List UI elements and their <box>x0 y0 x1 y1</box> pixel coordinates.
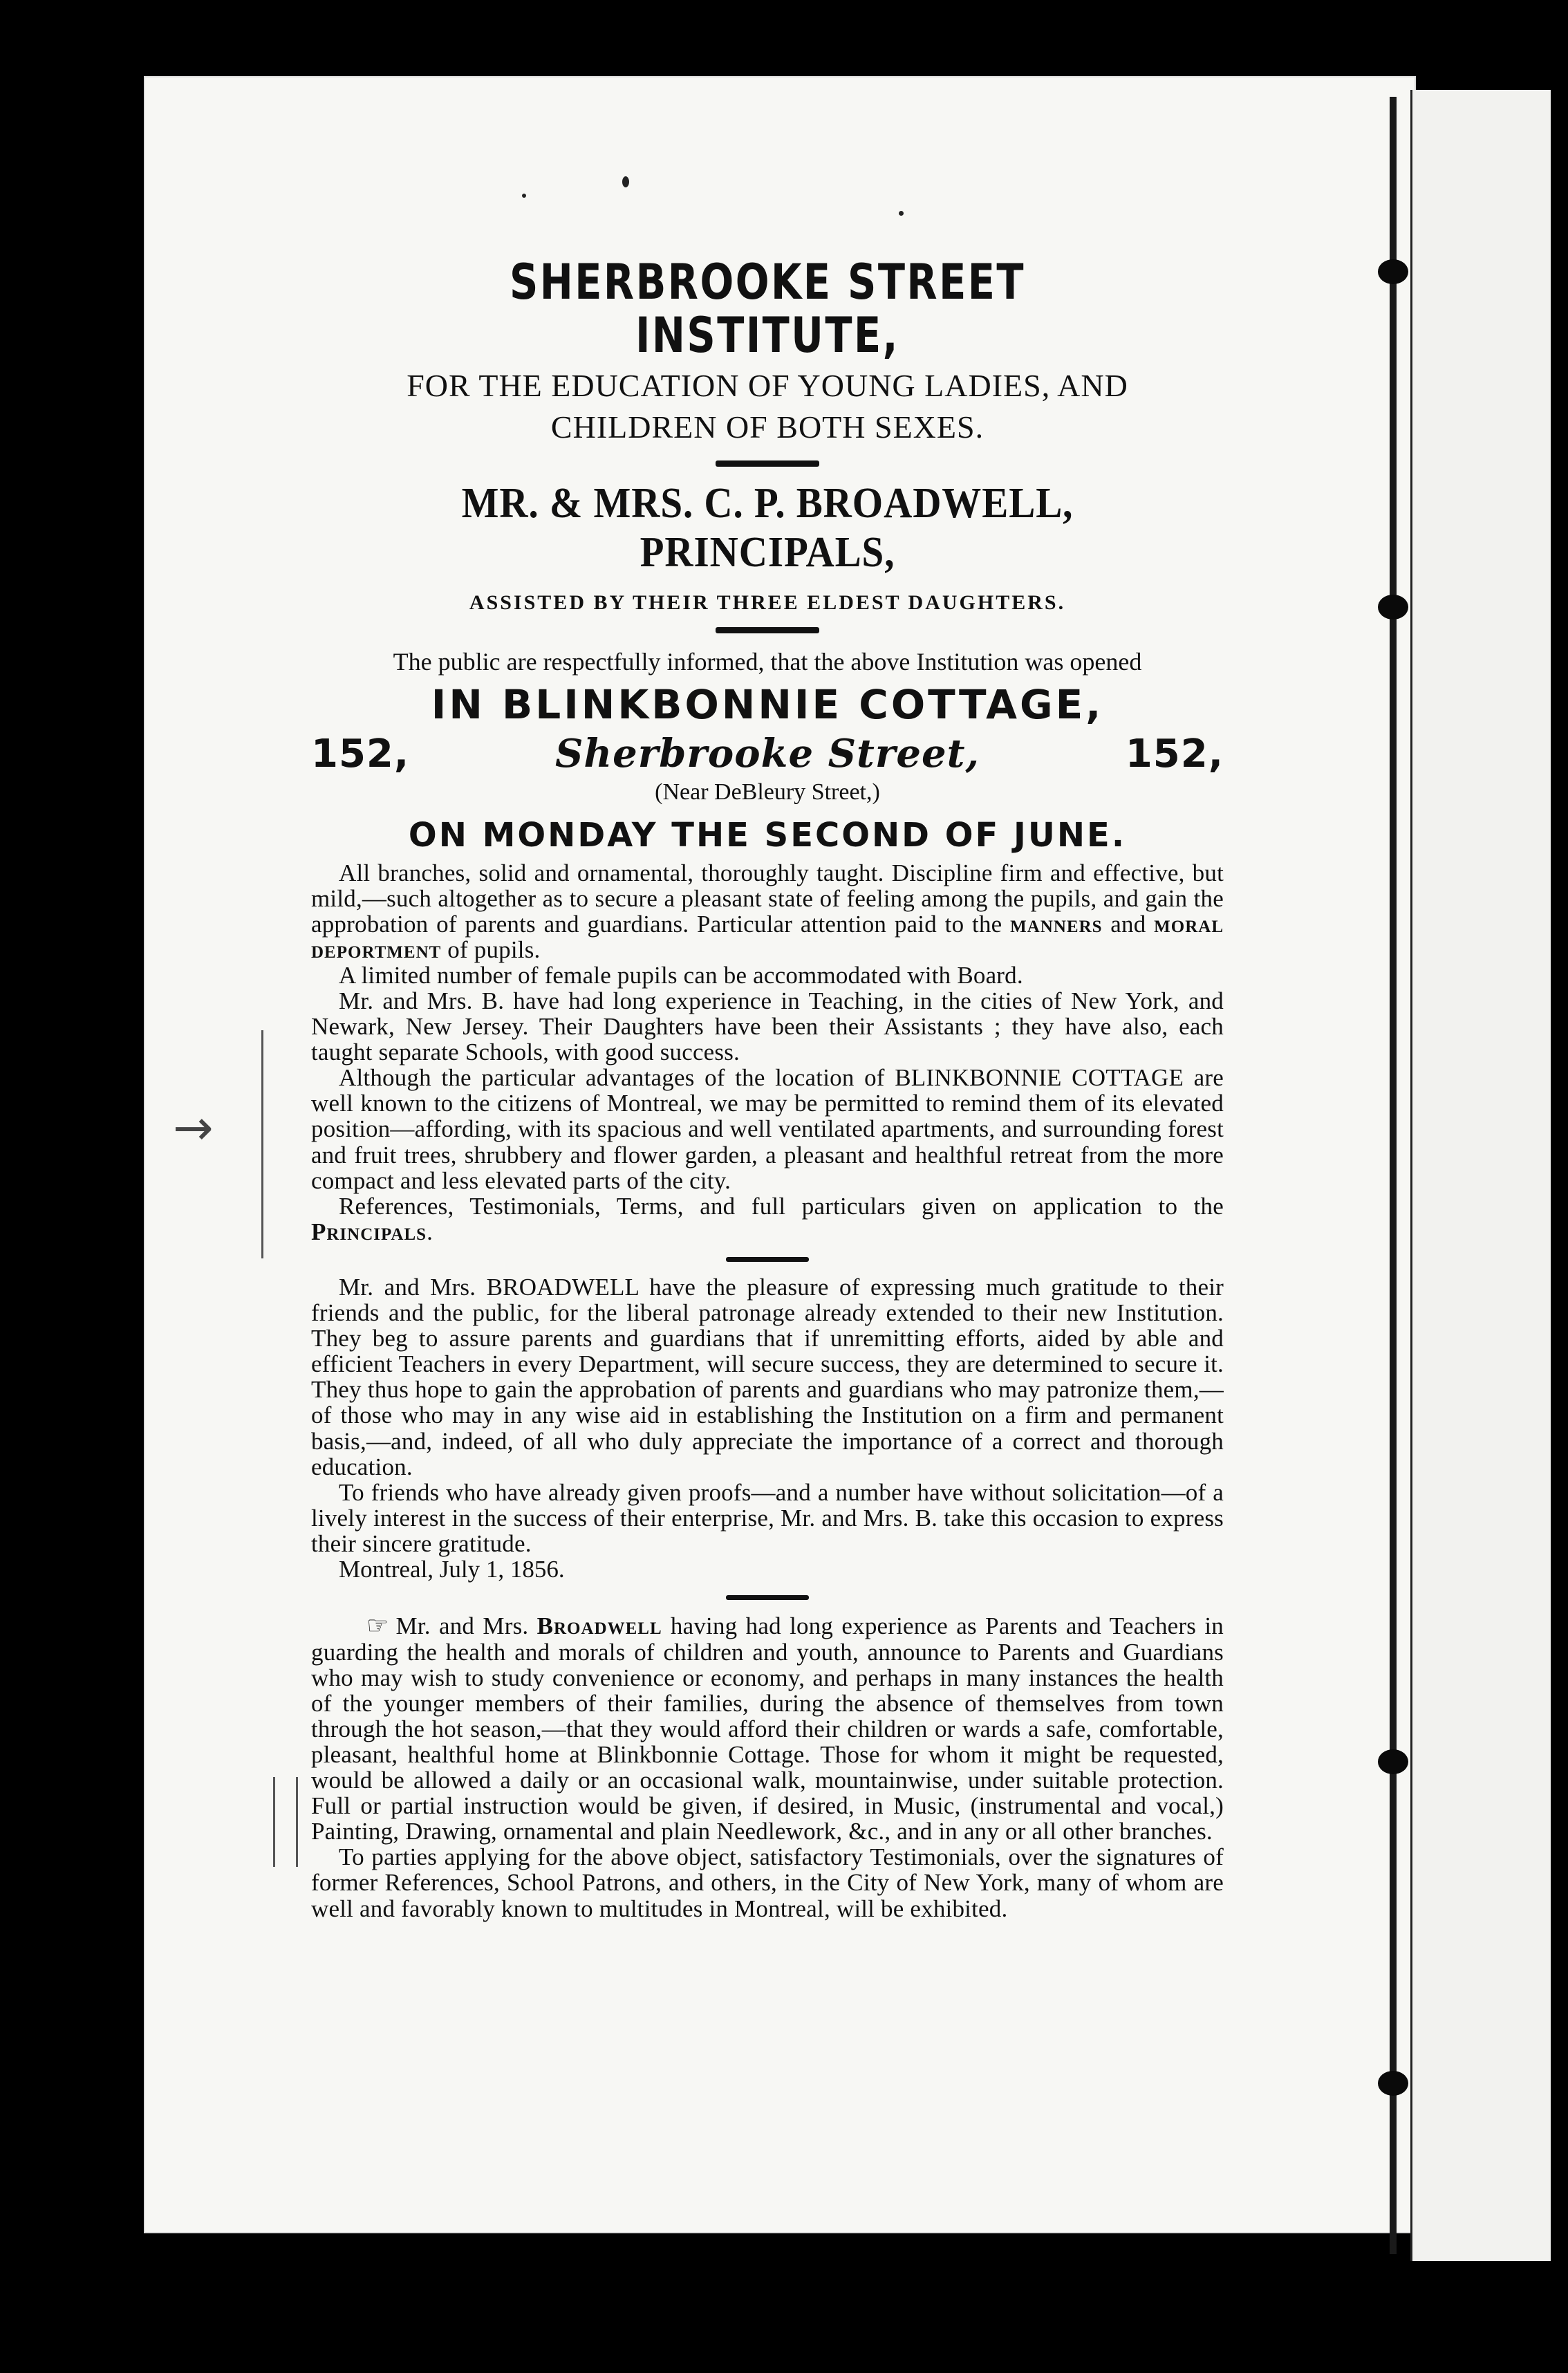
divider-rule <box>726 1595 809 1600</box>
paragraph: Mr. and Mrs. BROADWELL have the pleasure of expressing much gratitude to their friends and the public, for the liberal patronage already extended to their new Institution. They beg to assure parents and guardians that if unremitting efforts, aided by able and efficient Teachers in every Department, will secure success, they are determined to secure it. They thus hope to gain the approbation of parents and guardians who may patronize them,—of those who may in any wise aid in establishing the Institution on a firm and permanent basis,—and, indeed, of all who duly appreciate the importance of a correct and thorough education. <box>311 1273 1224 1480</box>
opening-date-heading: ON MONDAY THE SECOND OF JUNE. <box>408 815 1127 855</box>
section-summer-home <box>311 1612 1224 1921</box>
section-gratitude <box>311 1274 1224 1583</box>
paragraph: To friends who have already given proofs—and a number have without solicitation—of a lively interest in the success of their enterprise, Mr. and Mrs. B. take this occasion to express their sincere gratitude. <box>311 1478 1224 1557</box>
divider-rule <box>726 1257 809 1262</box>
section-programme <box>311 860 1224 1245</box>
address-number-left: 152, <box>311 731 410 776</box>
ink-speck <box>522 194 526 198</box>
paragraph: All branches, solid and ornamental, thoroughly taught. Discipline firm and effective, but mild,—such altogether as to secure a pleasant state of feeling among the pupils, and gain the approbation of parents and guardians. Particular attention paid to the manners and moral deportment of pupils. <box>311 859 1224 963</box>
paragraph: To parties applying for the above object, satisfactory Testimonials, over the signatures of former References, School Patrons, and others, in the City of New York, many of whom are well and favorably known to multitudes in Montreal, will be exhibited. <box>311 1843 1224 1922</box>
broadside-text <box>311 256 1224 1921</box>
binding-stitch <box>1378 1749 1408 1774</box>
paragraph: Although the particular advantages of the location of BLINKBONNIE COTTAGE are well known to the citizens of Montreal, we may be permitted to remind them of its elevated position—affording, with its spacious and well ventilated apartments, and surrounding forest and fruit trees, shrubbery and flower garden, a pleasant and healthful retreat from the more compact and less elevated parts of the city. <box>311 1064 1224 1194</box>
dateline: Montreal, July 1, 1856. <box>339 1555 565 1583</box>
street-address <box>311 731 1224 777</box>
divider-rule <box>716 460 819 467</box>
announcement-intro: The public are respectfully informed, that the above Institution was opened <box>393 648 1142 676</box>
binding-stitch <box>1378 259 1408 284</box>
address-number-right: 152, <box>1125 731 1224 776</box>
divider-rule <box>716 627 819 633</box>
ink-speck <box>622 176 629 187</box>
adjacent-page-edge <box>1410 90 1551 2261</box>
binding-fold <box>1390 97 1397 2254</box>
paragraph: ☞ Mr. and Mrs. Broadwell having had long experience as Parents and Teachers in guarding the health and morals of children and youth, announce to Parents and Guardians who may wish to study convenience or economy, and perhaps in many instances the health of the younger members of their families, during the absence of themselves from town through the hot season,—that they would afford their children or wards a safe, comfortable, pleasant, healthful home at Blinkbonnie Cottage. Those for whom it might be requested, would be allowed a daily or an occasional walk, mountainwise, under suitable protection. Full or partial instruction would be given, if desired, in Music, (instrumental and vocal,) Painting, Drawing, ornamental and plain Needlework, &c., and in any or all other branches. <box>311 1612 1224 1845</box>
paragraph: Mr. and Mrs. B. have had long experience in Teaching, in the cities of New York, and Newark, New Jersey. Their Daughters have been their Assistants ; they have also, each taught separate Schools, with good success. <box>311 987 1224 1066</box>
institute-subtitle-line2: CHILDREN OF BOTH SEXES. <box>550 409 984 445</box>
paragraph: References, Testimonials, Terms, and full particulars given on application to the Principals. <box>311 1192 1224 1245</box>
principals-heading: MR. & MRS. C. P. BROADWELL, PRINCIPALS, <box>461 479 1074 576</box>
margin-handwritten-mark <box>273 1777 298 1867</box>
institute-title: SHERBROOKE STREET INSTITUTE, <box>509 254 1026 364</box>
pointing-hand-icon: ☞ <box>366 1612 389 1640</box>
location-heading: IN BLINKBONNIE COTTAGE, <box>431 680 1104 728</box>
binding-stitch <box>1378 2071 1408 2096</box>
header-block <box>311 256 1224 856</box>
ink-speck <box>899 211 904 216</box>
binding-stitch <box>1378 595 1408 620</box>
institute-subtitle-line1: FOR THE EDUCATION OF YOUNG LADIES, AND <box>407 368 1128 403</box>
assisted-line: ASSISTED BY THEIR THREE ELDEST DAUGHTERS. <box>469 591 1066 615</box>
margin-bracket-mark <box>261 1030 273 1258</box>
paragraph: A limited number of female pupils can be accommodated with Board. <box>339 961 1023 989</box>
margin-arrow-icon: → <box>173 1099 214 1156</box>
near-street-note: (Near DeBleury Street,) <box>655 779 880 805</box>
address-street: Sherbrooke Street, <box>554 730 980 776</box>
